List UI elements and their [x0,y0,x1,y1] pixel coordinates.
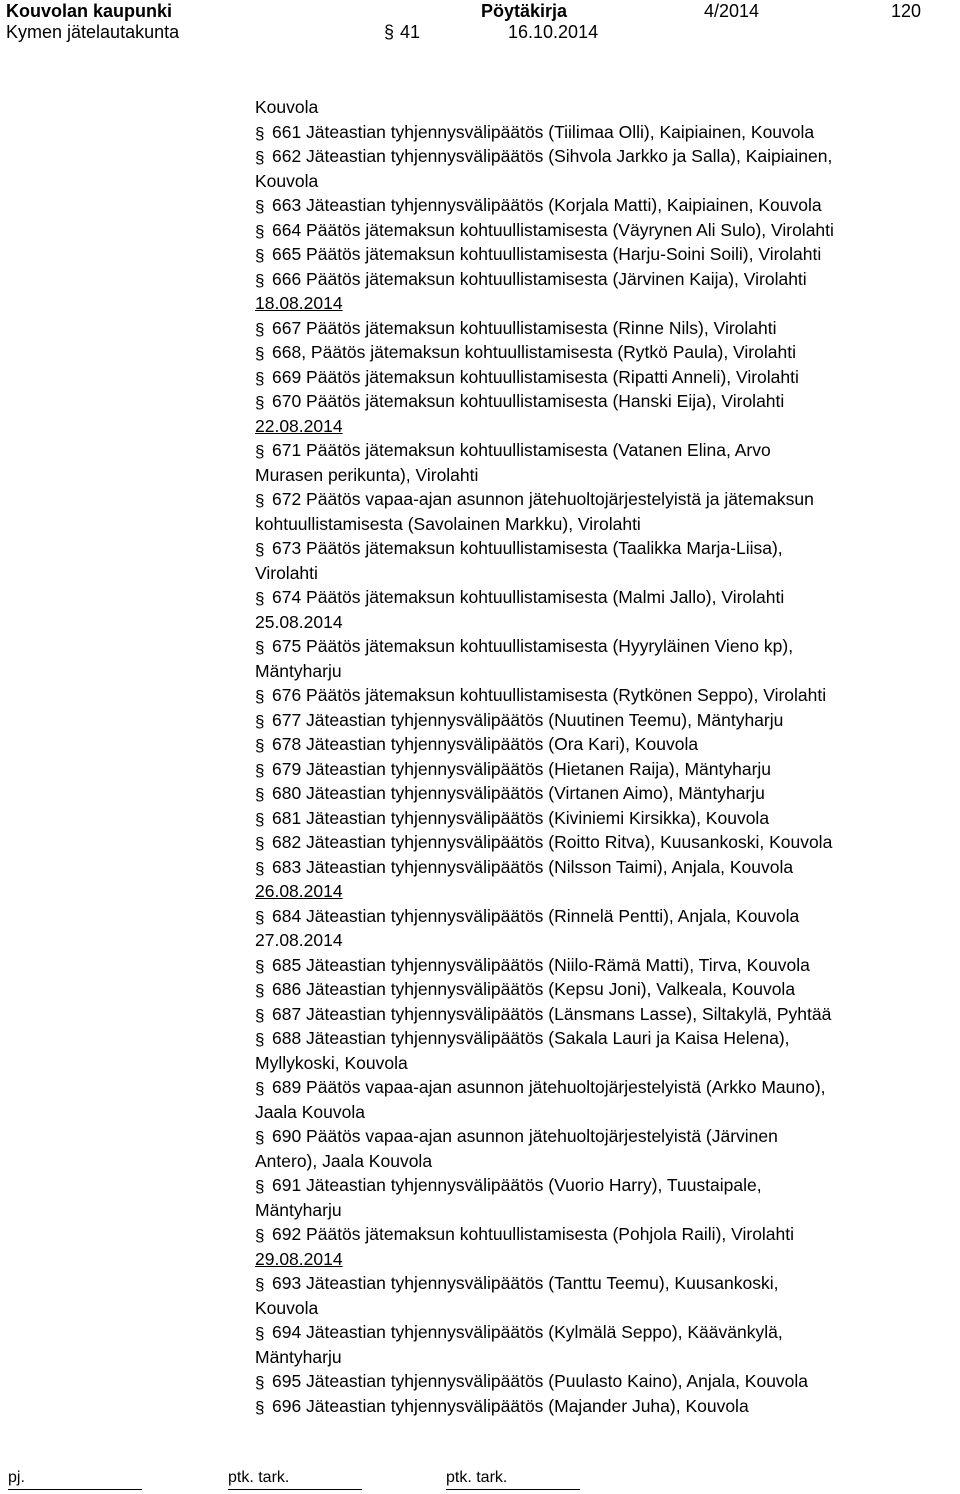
decision-item [255,1124,955,1149]
line-text: 667 Päätös jätemaksun kohtuullistamisesta (Rinne Nils), Virolahti [272,317,777,338]
line-text: 29.08.2014 [255,1248,343,1269]
section-symbol: § [255,1128,265,1147]
line-text: 678 Jäteastian tyhjennysvälipäätös (Ora Kari), Kouvola [272,734,699,754]
line-text: 663 Jäteastian tyhjennysvälipäätös (Korjala Matti), Kaipiainen, Kouvola [272,195,822,215]
section-symbol: § [255,221,265,241]
line-text: 680 Jäteastian tyhjennysvälipäätös (Virtanen Aimo), Mäntyharju [272,783,765,803]
text-line [255,1198,955,1223]
date-heading [255,879,955,904]
line-text: 662 Jäteastian tyhjennysvälipäätös (Sihvola Jarkko ja Salla), Kaipiainen, [272,146,833,166]
decision-item [255,732,955,757]
section-symbol: § [255,981,265,1000]
line-text: 676 Päätös jätemaksun kohtuullistamisesta (Rytkönen Seppo), Virolahti [272,685,827,705]
section-symbol: § [255,956,265,976]
text-line [255,928,955,953]
decision-item [255,953,955,978]
minutes-checker-label-1: ptk. tark. [228,1469,290,1486]
decision-item [255,855,955,880]
section-symbol: § [255,1177,265,1196]
section-symbol: § [255,246,265,265]
section-symbol: § [255,687,265,706]
line-text: kohtuullistamisesta (Savolainen Markku), Virolahti [255,513,641,534]
decision-item [255,267,955,292]
chair-signature-label: pj. [8,1469,25,1486]
line-text: Mäntyharju [255,1346,342,1367]
decision-item [255,1369,955,1394]
line-text: Jaala Kouvola [255,1101,365,1122]
section-symbol: § [255,1275,265,1294]
line-text: 668, Päätös jätemaksun kohtuullistamisesta (Rytkö Paula), Virolahti [272,342,796,362]
line-text: Virolahti [255,562,318,583]
decision-item [255,316,955,341]
text-line [255,512,955,537]
line-text: 696 Jäteastian tyhjennysvälipäätös (Majander Juha), Kouvola [272,1395,749,1416]
line-text: 684 Jäteastian tyhjennysvälipäätös (Rinnelä Pentti), Anjala, Kouvola [272,905,800,926]
line-text: 664 Päätös jätemaksun kohtuullistamisesta (Väyrynen Ali Sulo), Virolahti [272,219,834,240]
section-symbol: § [255,809,265,829]
text-line [255,610,955,635]
section-symbol: § [255,638,265,657]
section-symbol: § [255,319,265,339]
line-text: 666 Päätös jätemaksun kohtuullistamisesta (Järvinen Kaija), Virolahti [272,268,807,289]
line-text: Kouvola [255,97,319,117]
decision-item [255,830,955,855]
decision-item [255,218,955,243]
section-symbol: § [384,22,395,42]
text-line [255,1296,955,1321]
text-line [255,659,955,684]
line-text: 679 Jäteastian tyhjennysvälipäätös (Hietanen Raija), Mäntyharju [272,758,772,779]
line-text: Kouvola [255,1297,319,1318]
section-symbol: § [255,1226,265,1245]
line-text: 26.08.2014 [255,881,343,901]
section-symbol: § [255,785,265,804]
committee-name: Kymen jätelautakunta [6,22,180,42]
section-symbol: § [255,589,265,608]
decision-item [255,708,955,733]
section-symbol: § [255,491,265,510]
line-text: Kouvola [255,170,319,191]
decision-item [255,487,955,512]
line-text: 693 Jäteastian tyhjennysvälipäätös (Tanttu Teemu), Kuusankoski, [272,1273,779,1293]
decision-item [255,757,955,782]
line-text: 665 Päätös jätemaksun kohtuullistamisesta (Harju-Soini Soili), Virolahti [272,244,822,264]
line-text: 690 Päätös vapaa-ajan asunnon jätehuoltojärjestelyistä (Järvinen [272,1126,778,1146]
section-symbol: § [255,1079,265,1098]
decision-item [255,389,955,414]
line-text: 686 Jäteastian tyhjennysvälipäätös (Kepsu Joni), Valkeala, Kouvola [272,979,796,999]
chair-signature-line [8,1468,142,1490]
text-line [255,463,955,488]
decision-item [255,120,955,145]
section-symbol: § [255,197,265,216]
line-text: 683 Jäteastian tyhjennysvälipäätös (Nilsson Taimi), Anjala, Kouvola [272,856,794,877]
organization-name: Kouvolan kaupunki [6,1,173,21]
meeting-date: 16.10.2014 [508,22,599,42]
line-text: 695 Jäteastian tyhjennysvälipäätös (Puulasto Kaino), Anjala, Kouvola [272,1371,809,1391]
line-text: 673 Päätös jätemaksun kohtuullistamisesta (Taalikka Marja-Liisa), [272,538,783,558]
line-text: 692 Päätös jätemaksun kohtuullistamisesta (Pohjola Raili), Virolahti [272,1224,795,1244]
minutes-checker-signature-line-1 [228,1468,362,1490]
decision-item [255,193,955,218]
section-symbol: § [255,1324,265,1343]
section-symbol: § [255,123,265,143]
line-text: 685 Jäteastian tyhjennysvälipäätös (Niilo-Rämä Matti), Tirva, Kouvola [272,954,810,975]
section-symbol: § [255,736,265,755]
section-symbol: § [255,148,265,167]
line-text: 672 Päätös vapaa-ajan asunnon jätehuoltojärjestelyistä ja jätemaksun [272,489,814,509]
decision-item [255,977,955,1002]
section-symbol: § [255,1373,265,1392]
section-symbol: § [255,858,265,878]
text-line [255,1149,955,1174]
decision-item [255,1075,955,1100]
section-symbol: § [255,711,265,731]
decision-item [255,634,955,659]
decision-item [255,365,955,390]
line-text: 689 Päätös vapaa-ajan asunnon jätehuoltojärjestelyistä (Arkko Mauno), [272,1077,826,1097]
line-text: 681 Jäteastian tyhjennysvälipäätös (Kiviniemi Kirsikka), Kouvola [272,807,770,828]
line-text: Antero), Jaala Kouvola [255,1150,433,1171]
minutes-checker-signature-line-2 [446,1468,580,1490]
section-symbol: § [255,368,265,388]
line-text: Myllykoski, Kouvola [255,1052,408,1073]
decision-item [255,1394,955,1419]
text-line [255,561,955,586]
section-number: 41 [400,22,421,42]
signature-footer [0,1468,960,1494]
section-symbol: § [255,540,265,559]
decision-item [255,242,955,267]
decision-item [255,536,955,561]
minutes-checker-label-2: ptk. tark. [446,1469,508,1486]
decision-item [255,1320,955,1345]
line-text: 687 Jäteastian tyhjennysvälipäätös (Länsmans Lasse), Siltakylä, Pyhtää [272,1003,832,1024]
decision-item [255,1173,955,1198]
section-symbol: § [255,834,265,853]
section-symbol: § [255,1397,265,1417]
line-text: Mäntyharju [255,1199,342,1220]
decision-item [255,806,955,831]
decision-item [255,1222,955,1247]
line-text: 18.08.2014 [255,293,343,313]
date-heading [255,1247,955,1272]
section-symbol: § [255,1005,265,1025]
line-text: 669 Päätös jätemaksun kohtuullistamisesta (Ripatti Anneli), Virolahti [272,366,799,387]
date-heading [255,414,955,439]
document-type: Pöytäkirja [481,1,568,21]
decision-item [255,438,955,463]
text-line [255,1100,955,1125]
date-heading [255,291,955,316]
issue-number: 4/2014 [704,1,760,21]
line-text: 675 Päätös jätemaksun kohtuullistamisesta (Hyyryläinen Vieno kp), [272,636,794,656]
line-text: Mäntyharju [255,660,342,681]
decision-list [255,95,955,1418]
line-text: Murasen perikunta), Virolahti [255,464,479,485]
decision-item [255,340,955,365]
section-symbol: § [255,270,265,290]
decision-item [255,904,955,929]
decision-item [255,1026,955,1051]
decision-item [255,585,955,610]
text-line [255,1051,955,1076]
decision-item [255,1271,955,1296]
line-text: 674 Päätös jätemaksun kohtuullistamisesta (Malmi Jallo), Virolahti [272,587,785,607]
section-symbol: § [255,344,265,363]
decision-item [255,144,955,169]
text-line [255,169,955,194]
line-text: 671 Päätös jätemaksun kohtuullistamisesta (Vatanen Elina, Arvo [272,440,771,460]
line-text: 661 Jäteastian tyhjennysvälipäätös (Tiilimaa Olli), Kaipiainen, Kouvola [272,121,815,142]
section-symbol: § [255,442,265,461]
line-text: 27.08.2014 [255,930,343,950]
line-text: 670 Päätös jätemaksun kohtuullistamisesta (Hanski Eija), Virolahti [272,391,785,411]
line-text: 691 Jäteastian tyhjennysvälipäätös (Vuorio Harry), Tuustaipale, [272,1175,762,1195]
section-symbol: § [255,907,265,927]
line-text: 682 Jäteastian tyhjennysvälipäätös (Roitto Ritva), Kuusankoski, Kouvola [272,832,833,852]
page-number: 120 [891,1,922,21]
decision-item [255,683,955,708]
section-symbol: § [255,760,265,780]
line-text: 688 Jäteastian tyhjennysvälipäätös (Sakala Lauri ja Kaisa Helena), [272,1028,790,1048]
text-line [255,95,955,120]
decision-item [255,1002,955,1027]
section-symbol: § [255,1030,265,1049]
line-text: 22.08.2014 [255,415,343,436]
text-line [255,1345,955,1370]
line-text: 25.08.2014 [255,611,343,632]
decision-item [255,781,955,806]
line-text: 694 Jäteastian tyhjennysvälipäätös (Kylmälä Seppo), Käävänkylä, [272,1322,783,1342]
section-symbol: § [255,393,265,412]
line-text: 677 Jäteastian tyhjennysvälipäätös (Nuutinen Teemu), Mäntyharju [272,709,784,730]
